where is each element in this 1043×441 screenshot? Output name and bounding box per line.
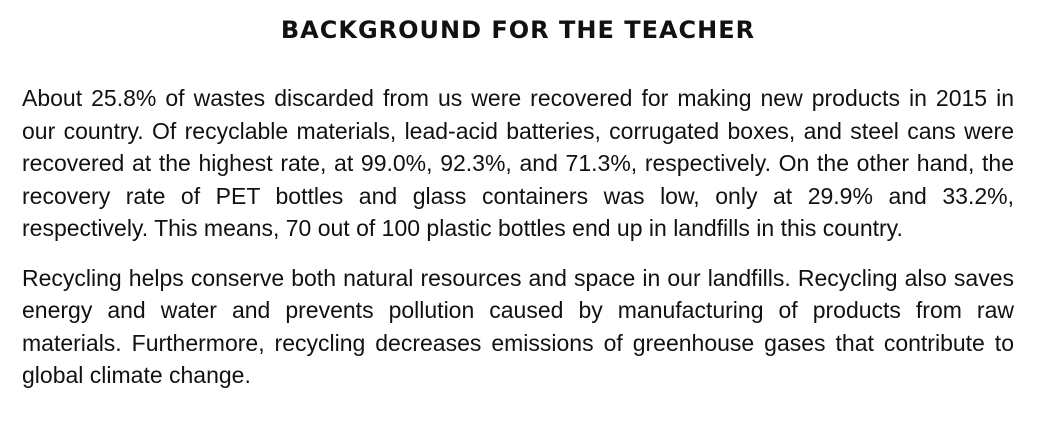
page-heading: BACKGROUND FOR THE TEACHER: [280, 16, 756, 44]
paragraph-recycling-benefits: Recycling helps conserve both natural resources and space in our landfills. Recycling also saves energy and water and prevents pollution caused by manufacturing of products from raw materials. Furthermore, recycling decreases emissions of greenhouse gases that contribute to global climate change.: [22, 264, 1014, 388]
paragraph-recovery-rates: About 25.8% of wastes discarded from us were recovered for making new products in 2015 in our country. Of recyclable materials, lead-acid batteries, corrugated boxes, and steel cans were recovered at the highest rate, at 99.0%, 92.3%, and 71.3%, respectively. On the other hand, the recovery rate of PET bottles and glass containers was low, only at 29.9% and 33.2%, respectively. This means, 70 out of 100 plastic bottles end up in landfills in this country.: [22, 85, 1014, 241]
document-page: [22, 14, 1014, 392]
